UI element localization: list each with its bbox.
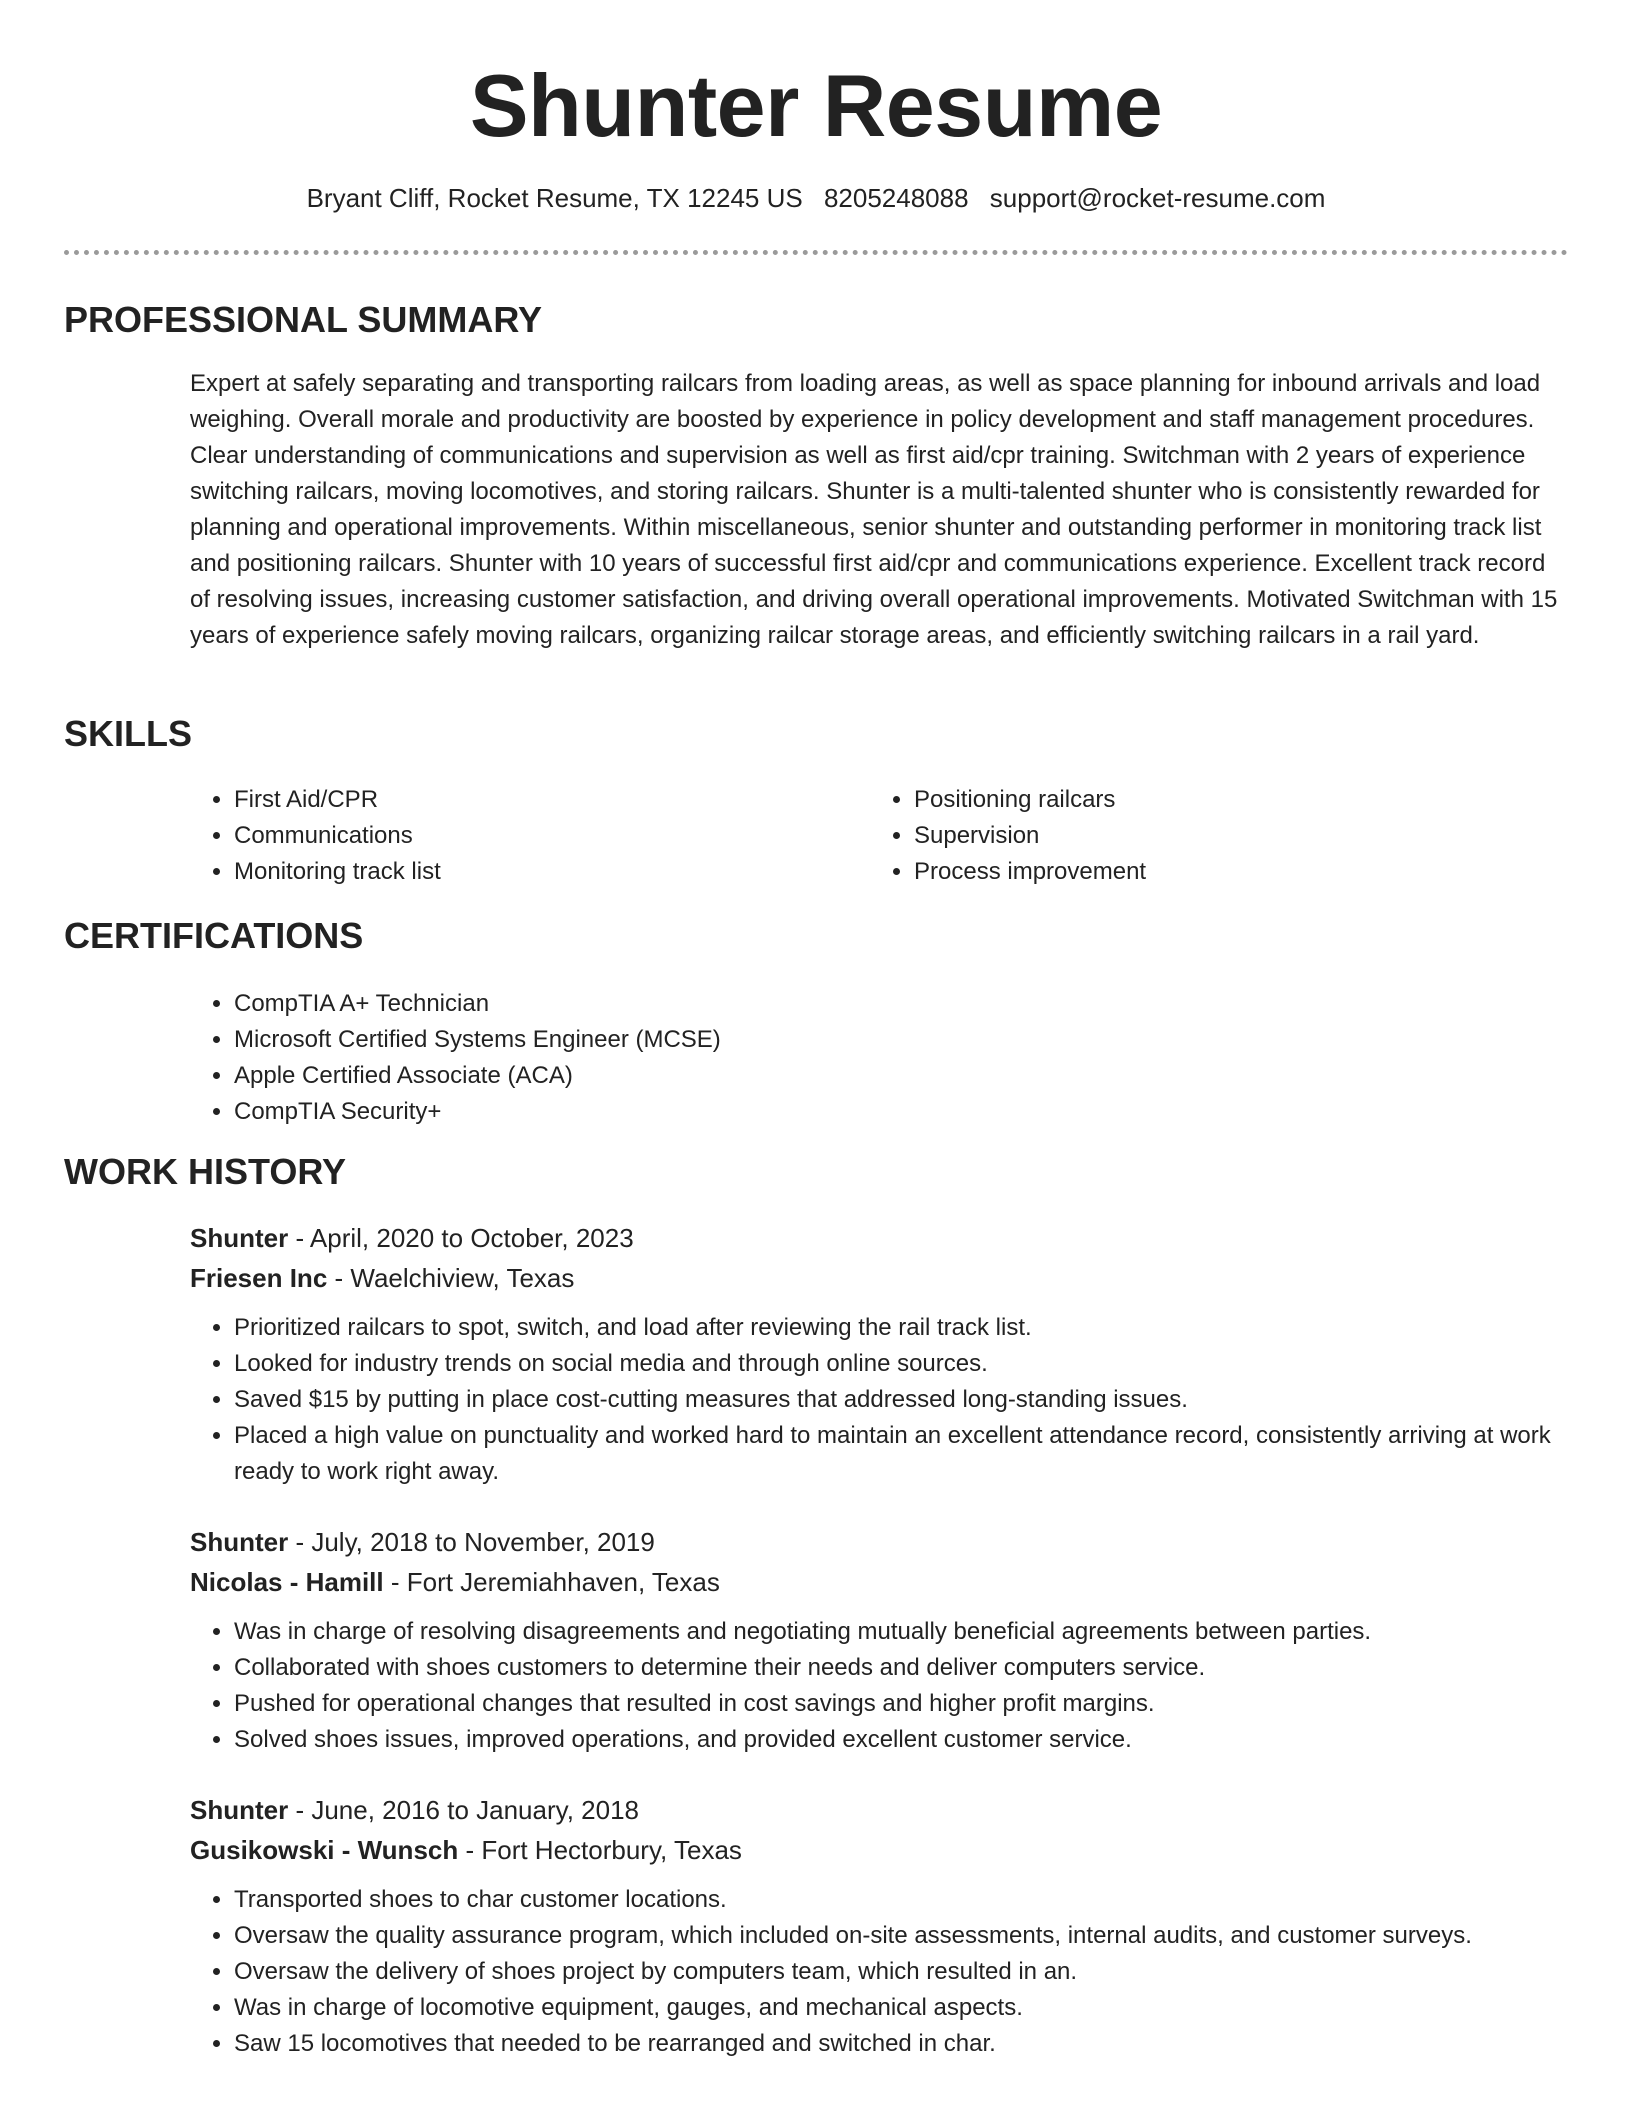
job-dates: - April, 2020 to October, 2023 <box>288 1223 634 1253</box>
job-entry <box>190 1790 1570 2062</box>
job-title: Shunter <box>190 1795 289 1825</box>
contact-address: Bryant Cliff, Rocket Resume, TX 12245 US <box>306 183 803 213</box>
work-history-heading: WORK HISTORY <box>64 1151 347 1192</box>
job-location: - Fort Hectorbury, Texas <box>458 1835 742 1865</box>
skill-item: • Positioning railcars <box>914 782 1470 818</box>
job-bullet: • Oversaw the quality assurance program, which included on-site assessments, internal audits, and customer surveys. <box>234 1918 1570 1954</box>
certifications-heading: CERTIFICATIONS <box>64 915 364 956</box>
job-dates: - June, 2016 to January, 2018 <box>288 1795 639 1825</box>
contact-phone: 8205248088 <box>823 183 969 213</box>
job-bullet: • Placed a high value on punctuality and worked hard to maintain an excellent attendance record, consistently arriving at work ready to work right away. <box>234 1418 1570 1490</box>
contact-line <box>0 180 1632 216</box>
skill-item: • Communications <box>234 818 790 854</box>
skills-heading: SKILLS <box>64 713 193 754</box>
certifications-list <box>190 986 1390 1130</box>
job-company: Friesen Inc <box>190 1263 328 1293</box>
job-bullet: • Looked for industry trends on social media and through online sources. <box>234 1346 1570 1382</box>
job-dates: - July, 2018 to November, 2019 <box>288 1527 655 1557</box>
summary-text: Expert at safely separating and transporting railcars from loading areas, as well as space planning for inbound arrivals and load weighing. Overall morale and productivity are boosted by experience in policy development and staff management procedures. Clear understanding of communications and supervision as well as first aid/cpr training. Switchman with 2 years of experience switching railcars, moving locomotives, and storing railcars. Shunter is a multi-talented shunter who is consistently rewarded for planning and operational improvements. Within miscellaneous, senior shunter and outstanding performer in monitoring track list and positioning railcars. Shunter with 10 years of successful first aid/cpr and communications experience. Excellent track record of resolving issues, increasing customer satisfaction, and driving overall operational improvements. Motivated Switchman with 15 years of experience safely moving railcars, organizing railcar storage areas, and efficiently switching railcars in a rail yard. <box>190 370 1558 649</box>
job-company-line <box>190 1258 1570 1298</box>
skill-item: • Monitoring track list <box>234 854 790 890</box>
job-bullet: • Was in charge of resolving disagreements and negotiating mutually beneficial agreements between parties. <box>234 1614 1570 1650</box>
job-bullet: • Pushed for operational changes that resulted in cost savings and higher profit margins. <box>234 1686 1570 1722</box>
summary-heading: PROFESSIONAL SUMMARY <box>64 299 543 340</box>
job-company: Gusikowski - Wunsch <box>190 1835 459 1865</box>
job-title-line <box>190 1218 1570 1258</box>
resume-title: Shunter Resume <box>469 56 1163 155</box>
job-company-line <box>190 1562 1570 1602</box>
skill-item: • First Aid/CPR <box>234 782 790 818</box>
job-bullet: • Collaborated with shoes customers to determine their needs and deliver computers service. <box>234 1650 1570 1686</box>
job-entry <box>190 1522 1570 1758</box>
skills-column-left <box>190 782 790 890</box>
job-company: Nicolas - Hamill <box>190 1567 384 1597</box>
job-title: Shunter <box>190 1223 289 1253</box>
job-location: - Waelchiview, Texas <box>327 1263 575 1293</box>
header-divider <box>64 250 1568 255</box>
job-bullet: • Was in charge of locomotive equipment, gauges, and mechanical aspects. <box>234 1990 1570 2026</box>
certification-item: • Apple Certified Associate (ACA) <box>234 1058 1390 1094</box>
job-title: Shunter <box>190 1527 289 1557</box>
job-bullet: • Prioritized railcars to spot, switch, and load after reviewing the rail track list. <box>234 1310 1570 1346</box>
certification-item: • CompTIA A+ Technician <box>234 986 1390 1022</box>
job-bullet: • Saw 15 locomotives that needed to be rearranged and switched in char. <box>234 2026 1570 2062</box>
job-entry <box>190 1218 1570 1490</box>
job-company-line <box>190 1830 1570 1870</box>
job-title-line <box>190 1790 1570 1830</box>
job-title-line <box>190 1522 1570 1562</box>
skill-item: • Supervision <box>914 818 1470 854</box>
job-bullet: • Transported shoes to char customer locations. <box>234 1882 1570 1918</box>
job-bullet: • Saved $15 by putting in place cost-cutting measures that addressed long-standing issues. <box>234 1382 1570 1418</box>
skills-column-right <box>870 782 1470 890</box>
skill-item: • Process improvement <box>914 854 1470 890</box>
job-bullet: • Solved shoes issues, improved operations, and provided excellent customer service. <box>234 1722 1570 1758</box>
job-bullet: • Oversaw the delivery of shoes project by computers team, which resulted in an. <box>234 1954 1570 1990</box>
certification-item: • CompTIA Security+ <box>234 1094 1390 1130</box>
contact-email: support@rocket-resume.com <box>989 183 1326 213</box>
job-location: - Fort Jeremiahhaven, Texas <box>383 1567 720 1597</box>
certification-item: • Microsoft Certified Systems Engineer (MCSE) <box>234 1022 1390 1058</box>
